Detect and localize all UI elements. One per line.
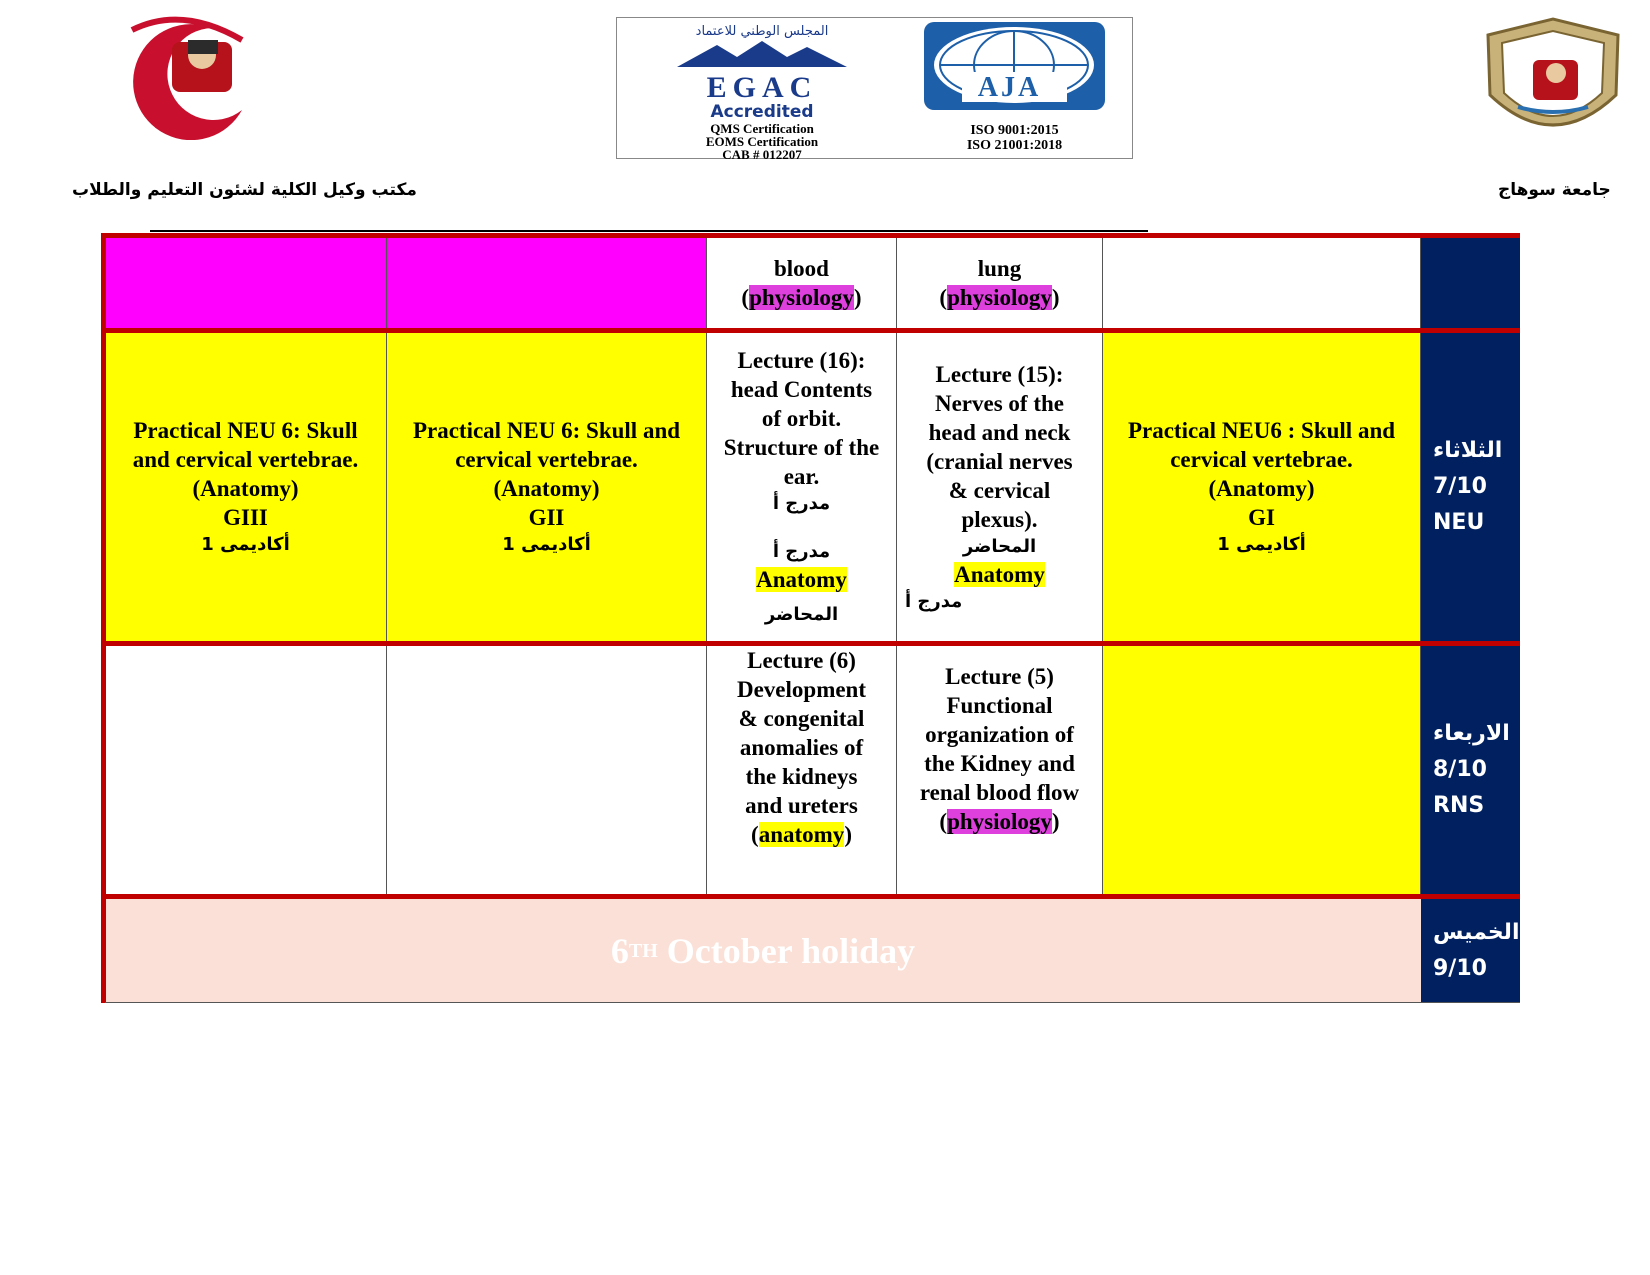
r2-col5-cell	[1103, 646, 1421, 894]
r1-col4-cell: Lecture (15): Nerves of the head and neck (cranial nerves & cervical plexus). المحاضر Anatomy مدرج أ	[897, 333, 1103, 641]
egac-arabic-text: المجلس الوطني للاعتماد	[695, 24, 829, 39]
aja-iso-9001: ISO 9001:2015	[970, 123, 1059, 138]
egac-qms: QMS Certification	[710, 121, 814, 136]
r1-col3-cell: Lecture (16): head Contents of orbit. Structure of the ear. مدرج أ مدرج أ Anatomy المحاضر	[707, 333, 897, 641]
module-code: RNS	[1433, 793, 1485, 818]
r0-col2-cell	[387, 238, 707, 328]
aja-logo	[917, 20, 1112, 152]
r2-col2-cell	[387, 646, 707, 894]
day-name: الخميس	[1433, 920, 1520, 945]
certification-banner	[616, 17, 1133, 162]
room-label: مدرج أ	[772, 541, 831, 562]
faculty-of-medicine-logo	[92, 10, 262, 140]
r0-col3-subject: (physiology)	[741, 285, 862, 310]
egac-name: EGAC	[706, 71, 818, 104]
day-date: 7/10	[1433, 474, 1487, 499]
r1-col2-cell: Practical NEU 6: Skull and cervical vertebrae. (Anatomy) GII أكاديمى 1	[387, 333, 707, 641]
table-bottom-border	[105, 1002, 1520, 1003]
r0-col3-cell	[707, 238, 897, 328]
r1-col1-cell: Practical NEU 6: Skull and cervical vertebrae. (Anatomy) GIII أكاديمى 1	[105, 333, 387, 641]
room-label: مدرج أ	[905, 590, 963, 612]
r0-col4-text: lung	[977, 256, 1022, 281]
module-code: NEU	[1433, 510, 1485, 535]
schedule-table	[105, 233, 1520, 1003]
lecturer-label: المحاضر	[962, 535, 1037, 557]
egac-eoms: EOMS Certification	[705, 134, 819, 149]
room-label: مدرج أ	[772, 493, 831, 514]
lecturer-label: المحاضر	[764, 604, 839, 625]
egac-logo	[637, 22, 887, 162]
day-name: الثلاثاء	[1433, 438, 1503, 463]
r2-col4-subject: (physiology)	[939, 809, 1060, 834]
egac-accredited: Accredited	[710, 102, 814, 122]
room-label: أكاديمى 1	[1217, 534, 1306, 555]
r0-col4-cell	[897, 238, 1103, 328]
r1-day-cell	[1421, 333, 1520, 641]
day-date: 9/10	[1433, 956, 1487, 981]
table-left-border	[101, 233, 106, 1003]
r2-col3-subject: (anatomy)	[751, 822, 852, 847]
header-divider	[150, 230, 1148, 232]
r3-day-cell	[1421, 899, 1520, 1003]
physiology-tag: physiology	[947, 285, 1052, 310]
holiday-banner: 6 TH October holiday	[105, 899, 1421, 1003]
r0-col1-cell	[105, 238, 387, 328]
r1-col5-cell: Practical NEU6 : Skull and cervical vertebrae. (Anatomy) GI أكاديمى 1	[1103, 333, 1421, 641]
r0-col3-text: blood	[774, 256, 829, 281]
aja-name: AJA	[977, 72, 1042, 103]
r2-col3-cell: Lecture (6) Development & congenital anomalies of the kidneys and ureters (anatomy)	[707, 646, 897, 894]
r0-day-cell	[1421, 238, 1520, 328]
r2-day-cell	[1421, 646, 1520, 894]
room-label: أكاديمى 1	[502, 534, 591, 555]
sohag-university-logo	[1478, 15, 1628, 150]
physiology-tag: physiology	[947, 809, 1052, 834]
anatomy-tag: Anatomy	[756, 567, 847, 592]
aja-iso-21001: ISO 21001:2018	[966, 138, 1063, 153]
r0-col5-cell	[1103, 238, 1421, 328]
egac-mountain-icon	[677, 39, 847, 69]
anatomy-tag: Anatomy	[954, 561, 1045, 587]
r2-col1-cell	[105, 646, 387, 894]
r0-col4-subject: (physiology)	[939, 285, 1060, 310]
university-title: جامعة سوهاج	[1498, 180, 1611, 200]
day-name: الاربعاء	[1433, 721, 1510, 746]
room-label: أكاديمى 1	[201, 534, 290, 555]
egac-cab: CAB # 012207	[722, 147, 802, 162]
physiology-tag: physiology	[749, 285, 854, 310]
anatomy-tag: anatomy	[758, 822, 845, 847]
day-date: 8/10	[1433, 757, 1487, 782]
r2-col4-cell: Lecture (5) Functional organization of the Kidney and renal blood flow (physiology)	[897, 646, 1103, 894]
office-title: مكتب وكيل الكلية لشئون التعليم والطلاب	[72, 180, 417, 200]
